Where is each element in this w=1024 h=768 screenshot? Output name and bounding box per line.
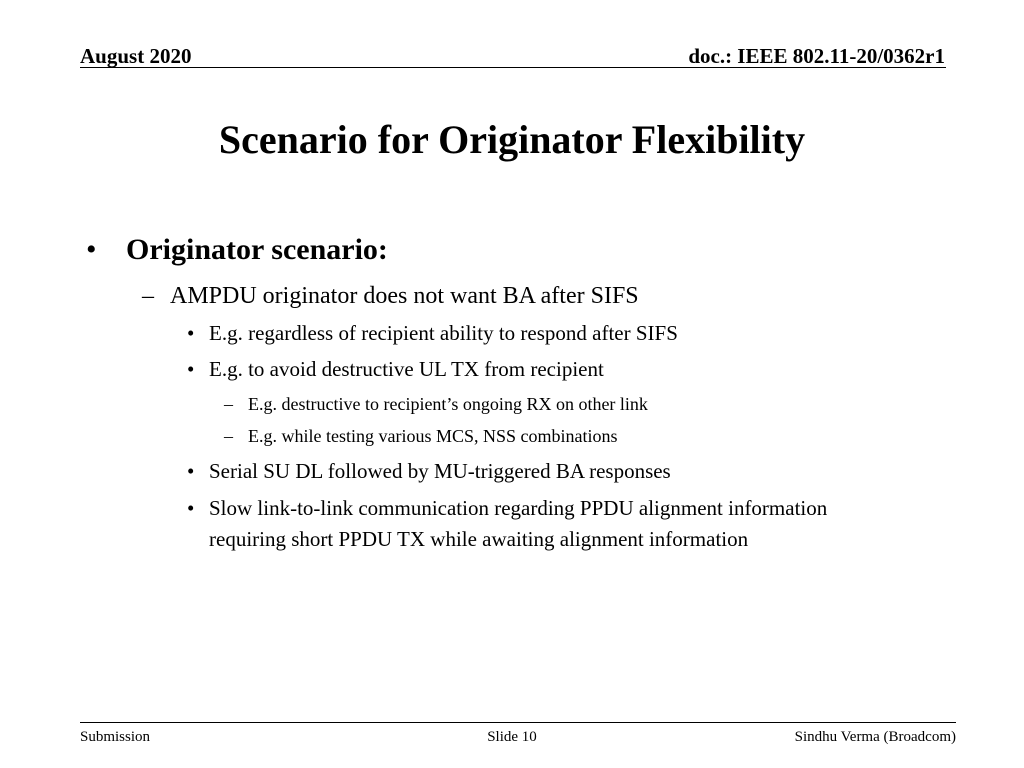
- bullet-text: AMPDU originator does not want BA after SIFS: [170, 283, 639, 309]
- bullet-level4: [224, 424, 618, 448]
- footer-author: Sindhu Verma (Broadcom): [794, 729, 956, 745]
- footer-divider: [80, 722, 956, 723]
- bullet-level1: [86, 231, 388, 269]
- bullet-text: E.g. while testing various MCS, NSS combinations: [248, 426, 618, 446]
- bullet-marker: •: [187, 357, 195, 381]
- bullet-marker: •: [86, 233, 97, 266]
- bullet-text: E.g. to avoid destructive UL TX from recipient: [209, 357, 604, 381]
- bullet-marker: –: [224, 426, 233, 446]
- bullet-marker: •: [187, 459, 195, 483]
- bullet-level2: [142, 281, 639, 311]
- bullet-marker: •: [187, 496, 195, 520]
- bullet-text: E.g. regardless of recipient ability to respond after SIFS: [209, 321, 678, 345]
- bullet-marker: –: [142, 283, 154, 309]
- bullet-text: E.g. destructive to recipient’s ongoing RX on other link: [248, 394, 648, 414]
- bullet-marker: –: [224, 394, 233, 414]
- bullet-text: Originator scenario:: [126, 233, 388, 266]
- header-divider: [80, 67, 946, 68]
- bullet-level3: [187, 493, 899, 555]
- bullet-text: Slow link-to-link communication regarding PPDU alignment information requiring short PPDU TX while awaiting alignment information: [209, 496, 828, 551]
- footer-slide-number: Slide 10: [487, 729, 537, 745]
- bullet-text: Serial SU DL followed by MU-triggered BA responses: [209, 459, 671, 483]
- bullet-level3: [187, 456, 671, 487]
- slide-title: Scenario for Originator Flexibility: [218, 117, 806, 162]
- header-date: August 2020: [80, 44, 192, 68]
- bullet-level4: [224, 392, 648, 416]
- footer-submission: Submission: [80, 729, 151, 745]
- bullet-level3: [187, 318, 678, 349]
- header-doc-id: doc.: IEEE 802.11-20/0362r1: [688, 44, 945, 68]
- bullet-marker: •: [187, 321, 195, 345]
- bullet-level3: [187, 354, 604, 385]
